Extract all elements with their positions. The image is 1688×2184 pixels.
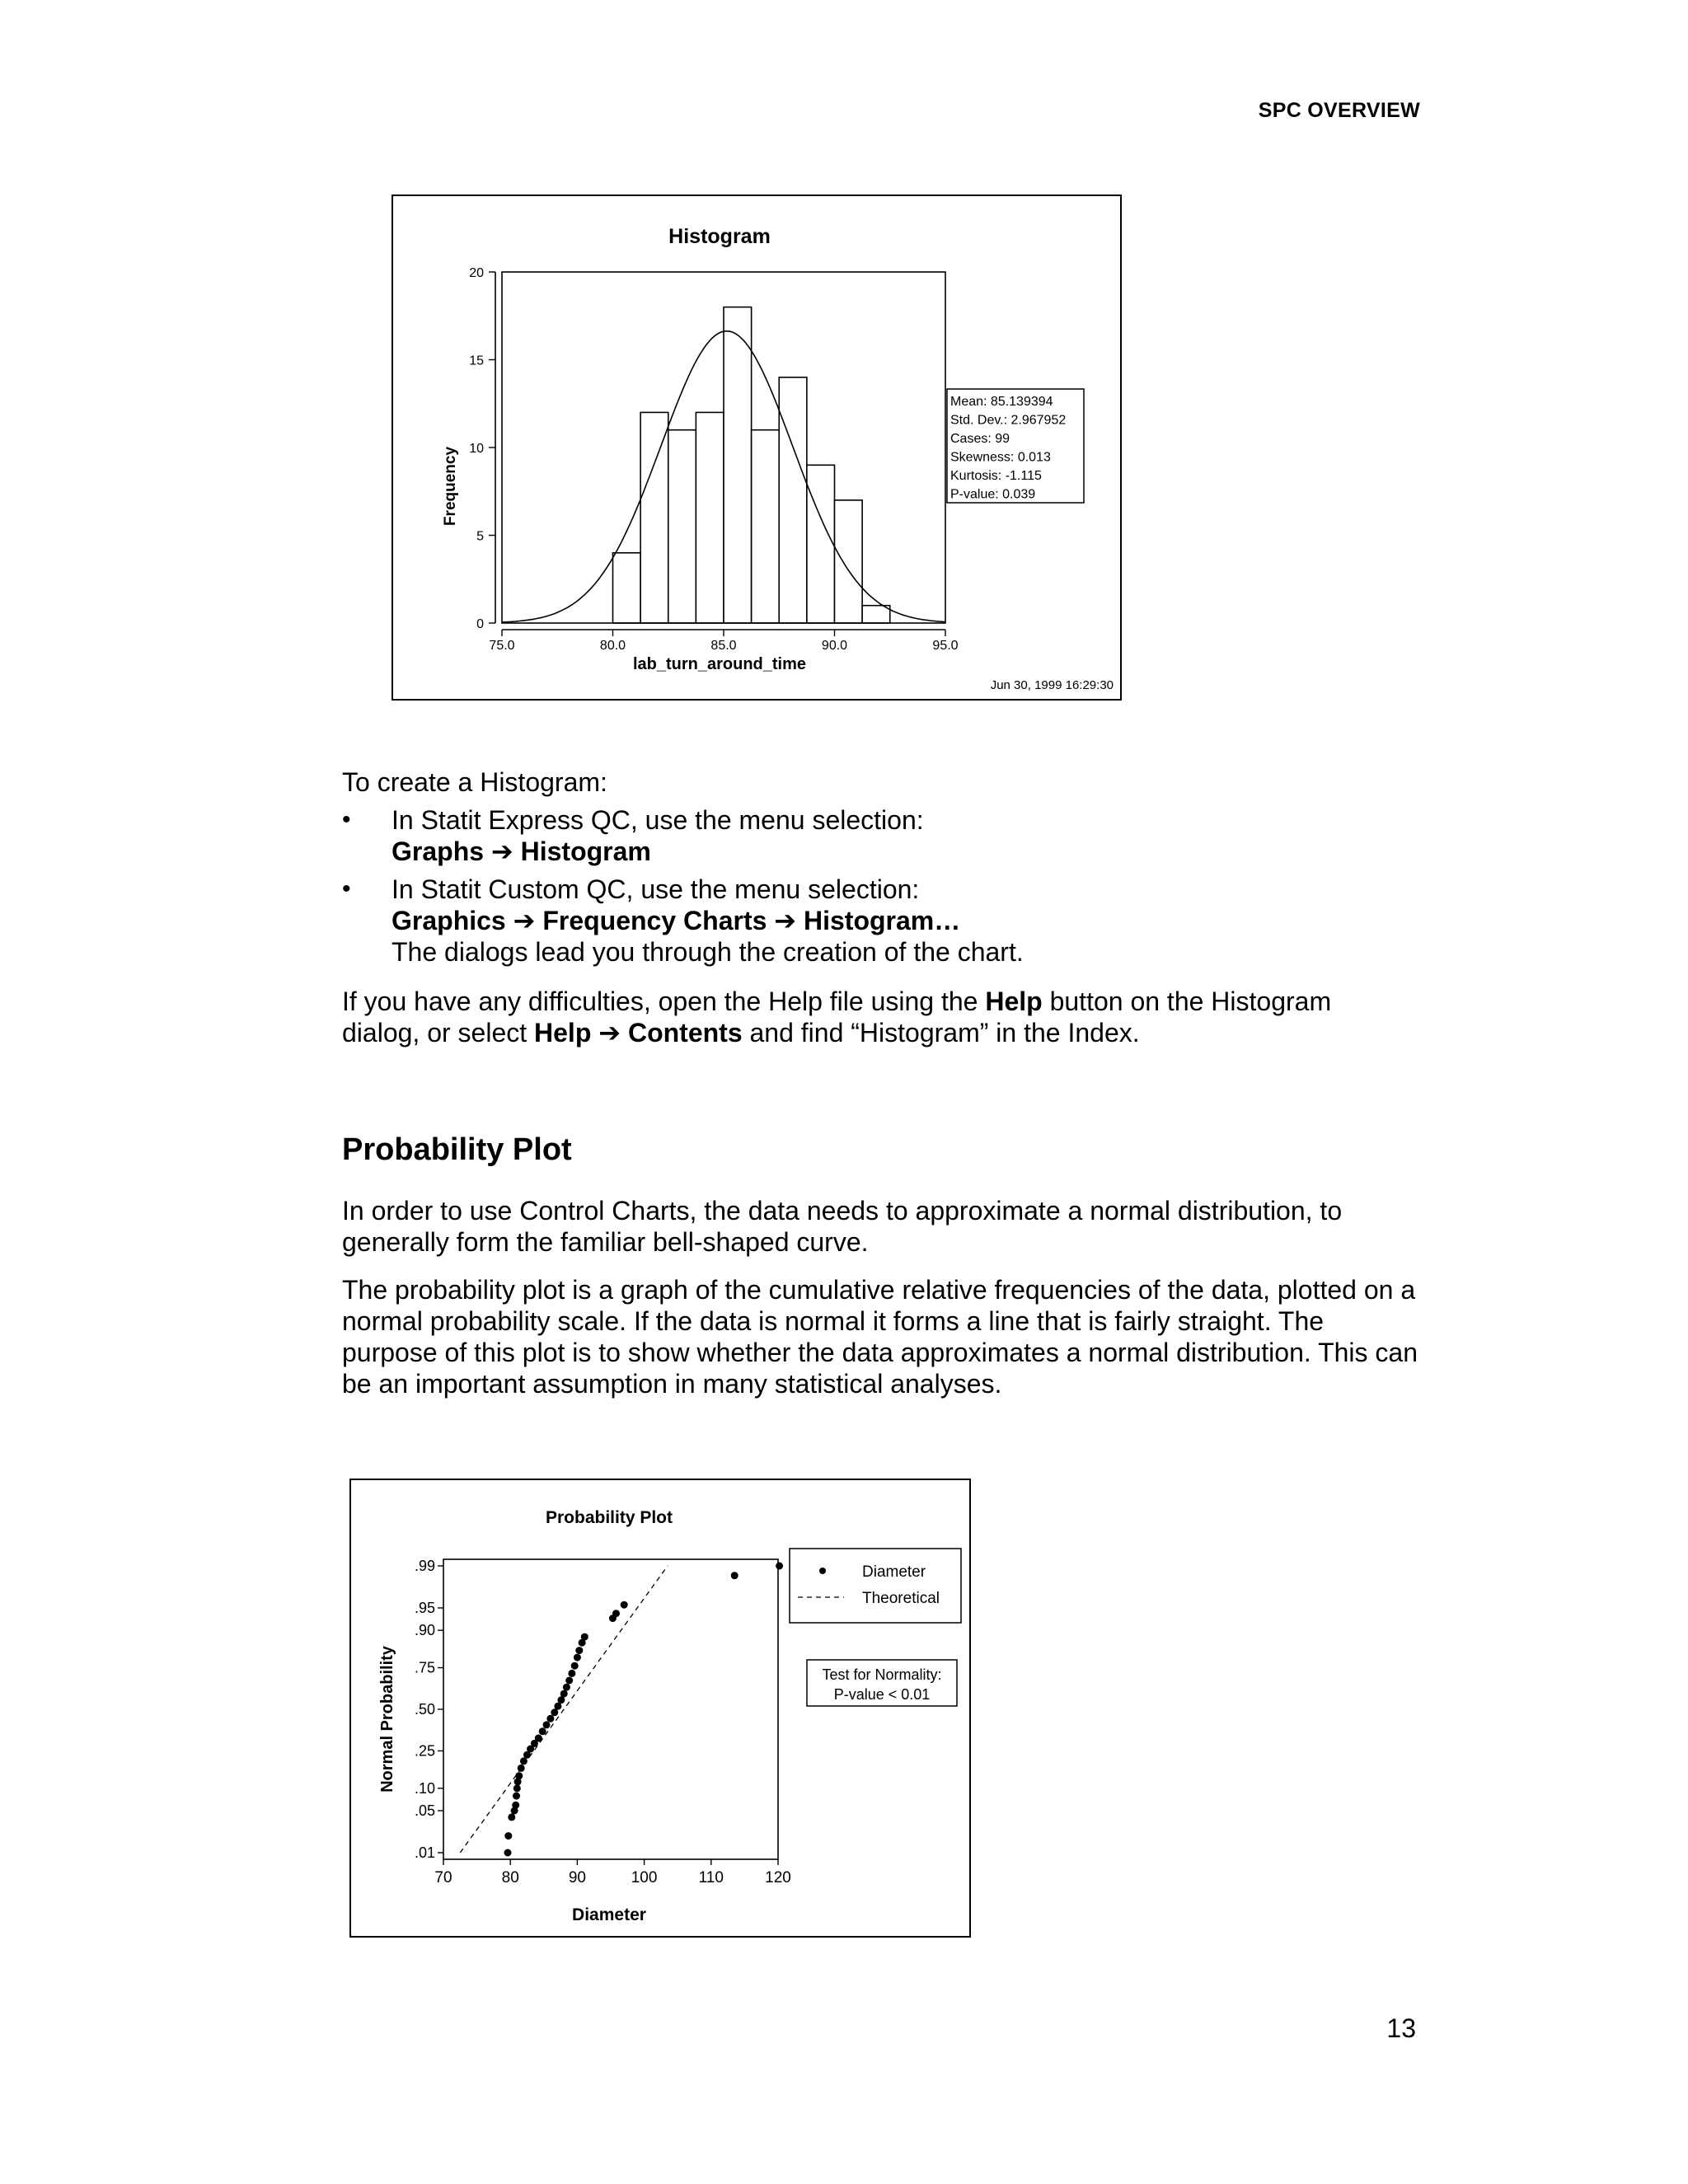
diameter-data-point bbox=[568, 1670, 575, 1677]
diameter-data-point bbox=[513, 1793, 520, 1800]
bullet2-menu-path bbox=[392, 905, 960, 936]
probability-plot-y-tick-label: .90 bbox=[414, 1622, 435, 1639]
histogram-timestamp: Jun 30, 1999 16:29:30 bbox=[990, 678, 1114, 692]
legend-diameter-label: Diameter bbox=[862, 1563, 926, 1581]
histogram-x-tick-label: 90.0 bbox=[821, 639, 848, 653]
help-bold-2: Help bbox=[534, 1018, 592, 1047]
histogram-bar bbox=[668, 430, 696, 623]
diameter-data-point bbox=[621, 1601, 628, 1609]
probability-plot-x-tick-label: 90 bbox=[568, 1869, 586, 1886]
help-text-3: dialog, or select bbox=[342, 1018, 535, 1047]
histogram-y-tick-label: 15 bbox=[469, 354, 484, 368]
help-text-4: and find “Histogram” in the Index. bbox=[742, 1018, 1140, 1047]
histogram-x-tick-label: 80.0 bbox=[599, 639, 626, 653]
histogram-stat-line: Std. Dev.: 2.967952 bbox=[950, 413, 1067, 428]
probability-plot-y-tick-label: .05 bbox=[414, 1802, 435, 1820]
histogram-bar bbox=[835, 500, 863, 623]
paragraph-probability-plot: The probability plot is a graph of the cumulative relative frequencies of the data, plotted on a normal probability scale. If the data is normal it forms a line that is fairly straight. The purpose of this plot is to show whether the data approximates a normal distribution. This can be an important assumption in many statistical analyses. bbox=[342, 1275, 1418, 1399]
arrow-icon: ➔ bbox=[513, 906, 536, 935]
diameter-data-point bbox=[546, 1715, 554, 1722]
normality-test-label: Test for Normality: bbox=[822, 1666, 942, 1683]
histogram-y-axis-label: Frequency bbox=[442, 446, 459, 527]
paragraph-normal-distribution: In order to use Control Charts, the data needs to approximate a normal distribution, to generally form the familiar bell-shaped curve. bbox=[342, 1196, 1343, 1257]
diameter-data-point bbox=[512, 1802, 519, 1809]
diameter-data-point bbox=[560, 1690, 568, 1698]
histogram-bar bbox=[752, 430, 780, 623]
diameter-data-point bbox=[504, 1849, 512, 1857]
histogram-bar bbox=[862, 606, 890, 623]
probability-plot-legend bbox=[790, 1549, 961, 1623]
probability-plot-y-tick-label: .01 bbox=[414, 1844, 435, 1861]
probability-plot-x-tick-label: 80 bbox=[501, 1869, 519, 1886]
probability-plot-y-tick-label: .50 bbox=[414, 1701, 435, 1718]
histogram-y-tick-label: 20 bbox=[469, 266, 484, 280]
probability-plot-y-tick-label: .75 bbox=[414, 1659, 435, 1676]
help-text-1: If you have any difficulties, open the Help file using the bbox=[342, 987, 986, 1016]
diameter-data-point bbox=[508, 1813, 515, 1821]
histogram-x-tick-label: 95.0 bbox=[932, 639, 959, 653]
page-header-title: SPC OVERVIEW bbox=[1258, 99, 1420, 122]
histogram-figure bbox=[392, 194, 1122, 701]
histogram-stat-line: Mean: 85.139394 bbox=[950, 395, 1053, 409]
diameter-data-point bbox=[543, 1721, 551, 1728]
histogram-stat-line: Cases: 99 bbox=[950, 432, 1010, 446]
probability-plot-y-axis-label: Normal Probability bbox=[378, 1646, 396, 1793]
help-bold-1: Help bbox=[985, 987, 1043, 1016]
diameter-data-point bbox=[518, 1765, 525, 1772]
theoretical-line bbox=[460, 1566, 668, 1853]
histogram-stat-line: Skewness: 0.013 bbox=[950, 450, 1051, 465]
diameter-data-point bbox=[731, 1572, 738, 1579]
diameter-data-point bbox=[551, 1708, 558, 1716]
histogram-bar bbox=[613, 553, 641, 623]
help-text-2: button on the Histogram bbox=[1042, 987, 1332, 1016]
legend-diameter-marker bbox=[819, 1568, 826, 1574]
probability-plot-y-tick-label: .25 bbox=[414, 1742, 435, 1760]
diameter-data-point bbox=[513, 1784, 521, 1792]
histogram-bar bbox=[696, 412, 724, 623]
bullet-marker: • bbox=[342, 806, 351, 833]
bullet1-menu-path bbox=[392, 836, 651, 867]
probability-plot-chart bbox=[351, 1480, 969, 1936]
menu-histogram: Histogram bbox=[520, 837, 651, 866]
probability-plot-frame bbox=[443, 1559, 778, 1859]
probability-plot-x-tick-label: 100 bbox=[631, 1869, 658, 1886]
histogram-bar bbox=[724, 307, 752, 623]
probability-plot-x-tick-label: 110 bbox=[698, 1869, 724, 1886]
histogram-chart bbox=[393, 196, 1120, 699]
menu-histogram-dialog: Histogram… bbox=[803, 906, 961, 935]
diameter-data-point bbox=[575, 1647, 583, 1654]
histogram-bar bbox=[807, 465, 835, 623]
probability-plot-y-tick-label: .95 bbox=[414, 1599, 435, 1616]
menu-graphs: Graphs bbox=[392, 837, 485, 866]
histogram-title: Histogram bbox=[668, 225, 771, 248]
probability-plot-x-tick-label: 70 bbox=[434, 1869, 452, 1886]
histogram-stat-line: Kurtosis: -1.115 bbox=[950, 469, 1042, 483]
probability-plot-title: Probability Plot bbox=[545, 1508, 673, 1527]
probability-plot-figure bbox=[349, 1479, 971, 1938]
histogram-x-tick-label: 85.0 bbox=[710, 639, 737, 653]
histogram-y-tick-label: 5 bbox=[476, 529, 484, 544]
help-bold-3: Contents bbox=[627, 1018, 743, 1047]
diameter-data-point bbox=[535, 1735, 542, 1742]
diameter-data-point bbox=[520, 1757, 528, 1765]
diameter-data-point bbox=[574, 1654, 581, 1661]
histogram-x-axis-label: lab_turn_around_time bbox=[632, 655, 807, 673]
histogram-intro: To create a Histogram: bbox=[342, 767, 607, 797]
diameter-data-point bbox=[565, 1677, 573, 1685]
histogram-bar bbox=[640, 412, 668, 623]
menu-frequency-charts: Frequency Charts bbox=[542, 906, 767, 935]
bullet2-text: In Statit Custom QC, use the menu selection: bbox=[392, 874, 920, 904]
diameter-data-point bbox=[581, 1633, 588, 1641]
normality-test-pvalue: P-value < 0.01 bbox=[833, 1686, 931, 1703]
probability-plot-y-tick-label: .10 bbox=[414, 1779, 435, 1797]
histogram-y-tick-label: 0 bbox=[476, 617, 484, 631]
probability-plot-y-tick-label: .99 bbox=[414, 1558, 435, 1574]
probability-plot-x-axis-label: Diameter bbox=[572, 1905, 646, 1924]
arrow-icon: ➔ bbox=[490, 837, 513, 866]
bullet-marker: • bbox=[342, 875, 351, 902]
help-paragraph bbox=[342, 986, 1430, 1048]
diameter-data-point bbox=[563, 1684, 570, 1691]
histogram-y-tick-label: 10 bbox=[469, 442, 484, 456]
diameter-data-point bbox=[571, 1662, 579, 1670]
diameter-data-point bbox=[539, 1727, 546, 1735]
histogram-bar bbox=[779, 377, 807, 623]
bullet2-note: The dialogs lead you through the creation of the chart. bbox=[392, 937, 1024, 967]
diameter-data-point bbox=[612, 1610, 620, 1617]
diameter-data-point bbox=[515, 1772, 523, 1779]
probability-plot-x-tick-label: 120 bbox=[765, 1869, 791, 1886]
arrow-icon: ➔ bbox=[598, 1018, 621, 1047]
histogram-x-tick-label: 75.0 bbox=[489, 639, 515, 653]
menu-graphics: Graphics bbox=[392, 906, 506, 935]
legend-theoretical-label: Theoretical bbox=[862, 1590, 940, 1607]
page-number: 13 bbox=[1386, 2013, 1416, 2043]
bullet1-text: In Statit Express QC, use the menu selection: bbox=[392, 805, 924, 835]
histogram-stat-line: P-value: 0.039 bbox=[950, 487, 1036, 502]
diameter-data-point bbox=[504, 1832, 512, 1840]
arrow-icon: ➔ bbox=[774, 906, 797, 935]
diameter-data-point bbox=[776, 1563, 783, 1570]
section-title: Probability Plot bbox=[342, 1132, 572, 1167]
